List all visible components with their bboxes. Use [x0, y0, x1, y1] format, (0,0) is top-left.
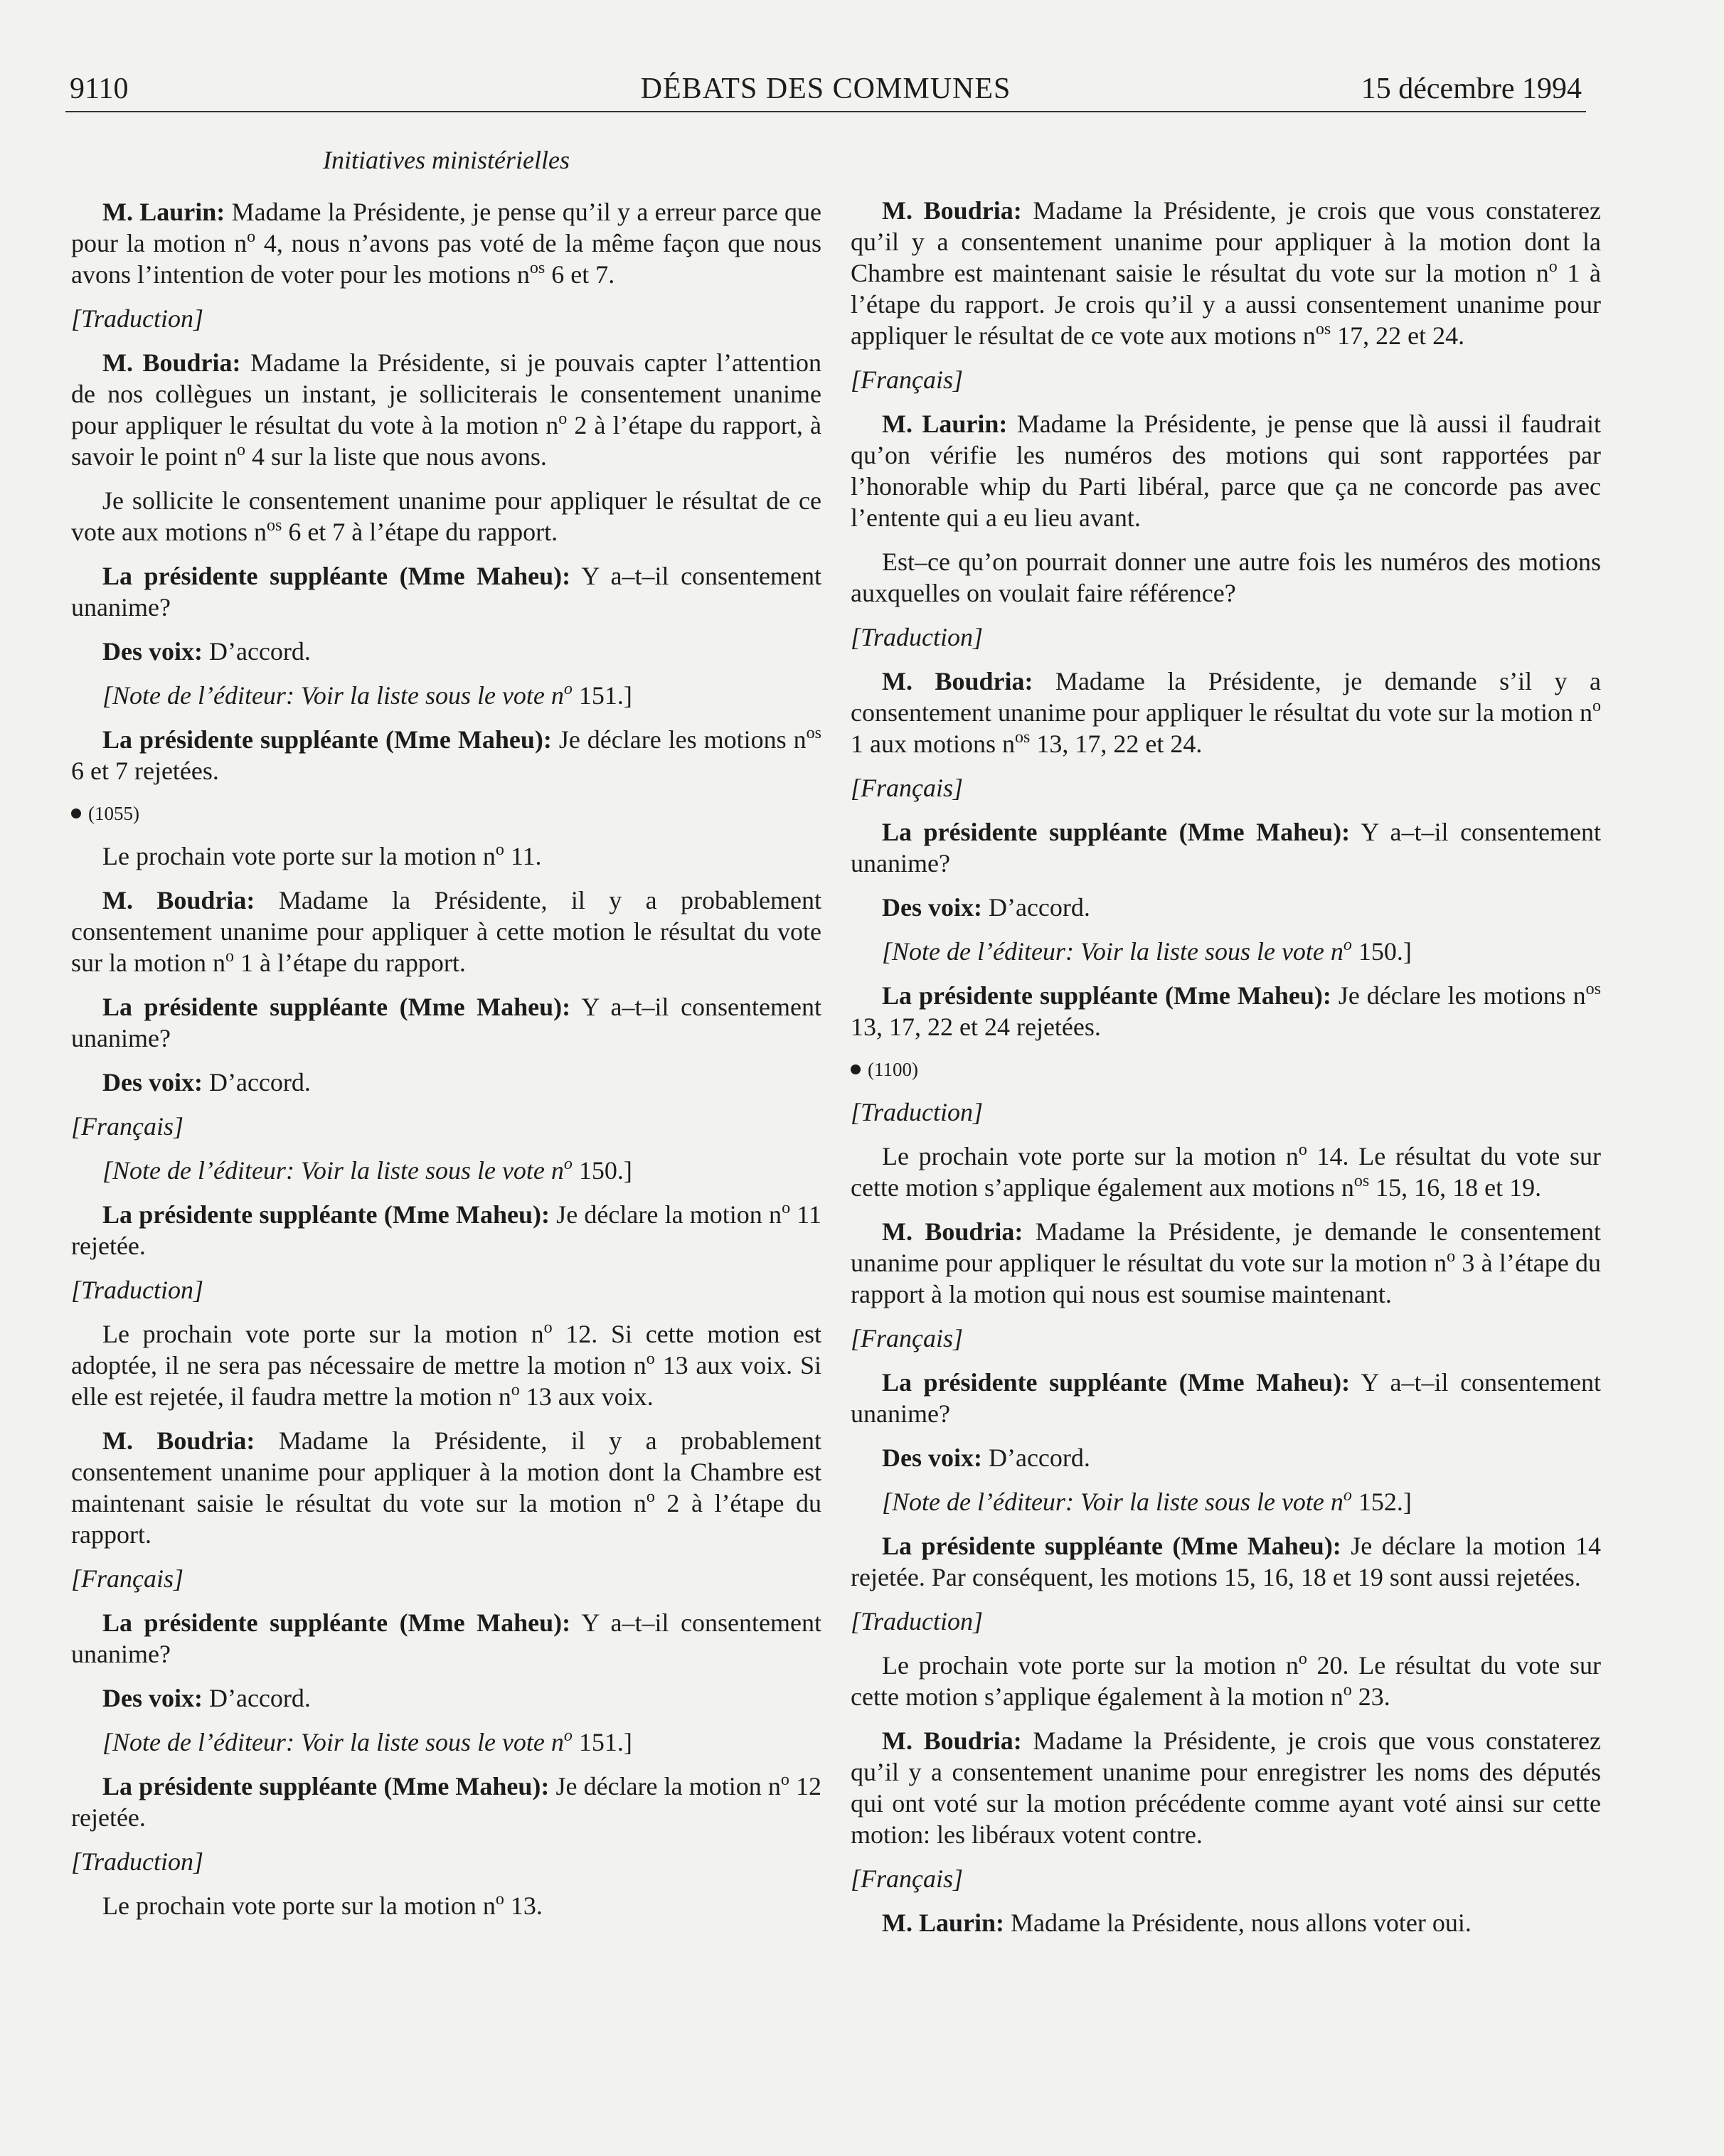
- speech-paragraph: La présidente suppléante (Mme Maheu): Je déclare les motions $n^{os}$ 6 et 7 rejetées.: [71, 724, 821, 785]
- language-tag: [Français]: [71, 1564, 184, 1593]
- page-header: [65, 68, 1586, 110]
- speech-paragraph: Je sollicite le consentement unanime pour appliquer le résultat de ce vote aux motions $n^{os}$ 6 et 7 à l’étape du rapport.: [71, 486, 821, 546]
- speech-paragraph: Le prochain vote porte sur la motion $n^o$ 13.: [102, 1890, 543, 1920]
- speaker-name: La présidente suppléante (Mme Maheu):: [102, 993, 571, 1021]
- speech-paragraph: M. Laurin: Madame la Présidente, nous allons voter oui.: [882, 1909, 1472, 1937]
- speech-paragraph: M. Boudria: Madame la Présidente, je crois que vous constaterez qu’il y a consentement unanime pour appliquer à la motion dont la Chambre est maintenant saisie le résultat du vote sur la motion $n^o$ 1 à l’étape du rapport. Je crois qu’il y a aussi consentement unanime pour appliquer le résultat de ce vote aux motions $n^{os}$ 17, 22 et 24.: [851, 196, 1601, 350]
- language-tag: [Français]: [851, 1324, 964, 1352]
- publication-title: DÉBATS DES COMMUNES: [640, 73, 1011, 105]
- speaker-name: Des voix:: [882, 1443, 982, 1472]
- speech-paragraph: Le prochain vote porte sur la motion $n^o$ 12. Si cette motion est adoptée, il ne sera pas nécessaire de mettre la motion $n^o$ 13 aux voix. Si elle est rejetée, il faudra mettre la motion $n^o$ 13 aux voix.: [71, 1318, 821, 1411]
- speech-paragraph: Le prochain vote porte sur la motion $n^o$ 14. Le résultat du vote sur cette motion s’applique également aux motions $n^{os}$ 15, 16, 18 et 19.: [851, 1141, 1601, 1202]
- speech-paragraph: La présidente suppléante (Mme Maheu): Y a–t–il consentement unanime?: [851, 1368, 1601, 1428]
- speech-paragraph: Des voix: D’accord.: [102, 1684, 311, 1712]
- speech-paragraph: La présidente suppléante (Mme Maheu): Y a–t–il consentement unanime?: [71, 562, 821, 621]
- speaker-name: La présidente suppléante (Mme Maheu):: [102, 1608, 571, 1637]
- editor-note: [Note de l’éditeur: Voir la liste sous le vote $n^o$ 151.]: [102, 1727, 632, 1756]
- bullet-icon: [851, 1064, 861, 1074]
- editor-note: [Note de l’éditeur: Voir la liste sous le vote $n^o$ 152.]: [882, 1486, 1412, 1516]
- speech-paragraph: Est–ce qu’on pourrait donner une autre fois les numéros des motions auxquelles on voulait faire référence?: [851, 548, 1601, 607]
- timestamp: (1055): [71, 799, 821, 828]
- timestamp: (1100): [851, 1055, 1601, 1084]
- language-tag: [Français]: [851, 774, 964, 802]
- speaker-name: La présidente suppléante (Mme Maheu):: [882, 1368, 1351, 1397]
- language-tag: [Traduction]: [851, 1098, 984, 1126]
- speaker-name: Des voix:: [102, 1684, 203, 1712]
- speech-paragraph: Des voix: D’accord.: [882, 893, 1090, 922]
- header-rule: [65, 111, 1586, 112]
- speech-paragraph: Des voix: D’accord.: [102, 1068, 311, 1096]
- page-number: 9110: [70, 73, 129, 105]
- language-tag: [Français]: [851, 1864, 964, 1893]
- right-column: [851, 195, 1601, 1951]
- speech-paragraph: M. Boudria: Madame la Présidente, je demande le consentement unanime pour appliquer le résultat du vote sur la motion $n^o$ 3 à l’étape du rapport à la motion qui nous est soumise maintenant.: [851, 1217, 1601, 1308]
- speaker-name: M. Laurin:: [102, 198, 225, 226]
- speaker-name: La présidente suppléante (Mme Maheu):: [882, 1532, 1341, 1560]
- language-tag: [Traduction]: [71, 1847, 204, 1876]
- speech-paragraph: La présidente suppléante (Mme Maheu): Y a–t–il consentement unanime?: [71, 1608, 821, 1668]
- language-tag: [Traduction]: [71, 1276, 204, 1304]
- speech-paragraph: Le prochain vote porte sur la motion $n^o$ 11.: [102, 840, 542, 870]
- speaker-name: M. Boudria:: [102, 886, 255, 914]
- speaker-name: M. Laurin:: [882, 1909, 1005, 1937]
- speaker-name: La présidente suppléante (Mme Maheu):: [102, 1200, 550, 1229]
- speaker-name: La présidente suppléante (Mme Maheu):: [102, 562, 571, 590]
- speech-paragraph: M. Laurin: Madame la Présidente, je pense qu’il y a erreur parce que pour la motion $n^o$ 4, nous n’avons pas voté de la même façon que nous avons l’intention de voter pour les motions $n^{os}$ 6 et 7.: [71, 198, 821, 289]
- editor-note: [Note de l’éditeur: Voir la liste sous le vote $n^o$ 150.]: [102, 1155, 632, 1185]
- speaker-name: M. Boudria:: [882, 1217, 1023, 1246]
- speaker-name: La présidente suppléante (Mme Maheu):: [882, 818, 1351, 846]
- speaker-name: Des voix:: [102, 1068, 203, 1096]
- publication-date: 15 décembre 1994: [1361, 73, 1582, 105]
- language-tag: [Français]: [71, 1112, 184, 1141]
- editor-note: [Note de l’éditeur: Voir la liste sous le vote $n^o$ 150.]: [882, 936, 1412, 966]
- speech-paragraph: Le prochain vote porte sur la motion $n^o$ 20. Le résultat du vote sur cette motion s’applique également à la motion $n^o$ 23.: [851, 1650, 1601, 1711]
- language-tag: [Traduction]: [71, 304, 204, 333]
- speech-paragraph: Des voix: D’accord.: [102, 637, 311, 666]
- speaker-name: La présidente suppléante (Mme Maheu):: [102, 1772, 550, 1800]
- speaker-name: Des voix:: [102, 637, 203, 666]
- speaker-name: M. Boudria:: [102, 1426, 255, 1455]
- speech-paragraph: M. Boudria: Madame la Présidente, je demande s’il y a consentement unanime pour appliquer le résultat du vote sur la motion $n^o$ 1 aux motions $n^{os}$ 13, 17, 22 et 24.: [851, 667, 1601, 758]
- left-column: [71, 142, 821, 1934]
- speech-paragraph: M. Boudria: Madame la Présidente, si je pouvais capter l’attention de nos collègues un instant, je solliciterais le consentement unanime pour appliquer le résultat du vote à la motion $n^o$ 2 à l’étape du rapport, à savoir le point $n^o$ 4 sur la liste que nous avons.: [71, 348, 822, 471]
- speech-paragraph: La présidente suppléante (Mme Maheu): Je déclare la motion 14 rejetée. Par conséquent, les motions 15, 16, 18 et 19 sont aussi rejetées.: [851, 1532, 1601, 1591]
- speaker-name: M. Boudria:: [882, 196, 1022, 225]
- speech-paragraph: M. Laurin: Madame la Présidente, je pense que là aussi il faudrait qu’on vérifie les numéros des motions qui sont rapportées par l’honorable whip du Parti libéral, parce que ça ne concorde pas avec l’entente qui a eu lieu avant.: [851, 410, 1601, 532]
- language-tag: [Traduction]: [851, 623, 984, 651]
- speech-paragraph: La présidente suppléante (Mme Maheu): Y a–t–il consentement unanime?: [851, 818, 1601, 877]
- speech-paragraph: M. Boudria: Madame la Présidente, il y a probablement consentement unanime pour appliquer à la motion dont la Chambre est maintenant saisie le résultat du vote sur la motion $n^o$ 2 à l’étape du rapport.: [71, 1426, 821, 1549]
- speech-paragraph: M. Boudria: Madame la Présidente, je crois que vous constaterez qu’il y a consentement unanime pour enregistrer les noms des députés qui ont voté sur la motion précédente comme ayant voté ainsi sur cette motion: les libéraux votent contre.: [851, 1727, 1601, 1849]
- speaker-name: M. Boudria:: [102, 348, 241, 377]
- section-title: Initiatives ministérielles: [323, 146, 570, 174]
- speaker-name: La présidente suppléante (Mme Maheu):: [882, 981, 1331, 1010]
- speech-paragraph: La présidente suppléante (Mme Maheu): Je déclare la motion $n^o$ 11 rejetée.: [71, 1199, 821, 1260]
- speaker-name: La présidente suppléante (Mme Maheu):: [102, 725, 552, 754]
- speech-paragraph: Des voix: D’accord.: [882, 1443, 1090, 1472]
- speech-paragraph: La présidente suppléante (Mme Maheu): Y a–t–il consentement unanime?: [71, 993, 821, 1052]
- bullet-icon: [71, 808, 81, 818]
- speech-paragraph: La présidente suppléante (Mme Maheu): Je déclare la motion $n^o$ 12 rejetée.: [71, 1771, 821, 1832]
- editor-note: [Note de l’éditeur: Voir la liste sous le vote $n^o$ 151.]: [102, 680, 632, 710]
- language-tag: [Traduction]: [851, 1607, 984, 1635]
- speaker-name: Des voix:: [882, 893, 982, 922]
- language-tag: [Français]: [851, 365, 964, 394]
- speaker-name: M. Laurin:: [882, 410, 1008, 438]
- speaker-name: M. Boudria:: [882, 1727, 1022, 1755]
- speech-paragraph: La présidente suppléante (Mme Maheu): Je déclare les motions $n^{os}$ 13, 17, 22 et 24 rejetées.: [851, 980, 1601, 1041]
- speech-paragraph: M. Boudria: Madame la Présidente, il y a probablement consentement unanime pour appliquer à cette motion le résultat du vote sur la motion $n^o$ 1 à l’étape du rapport.: [71, 886, 821, 977]
- speaker-name: M. Boudria:: [882, 667, 1033, 695]
